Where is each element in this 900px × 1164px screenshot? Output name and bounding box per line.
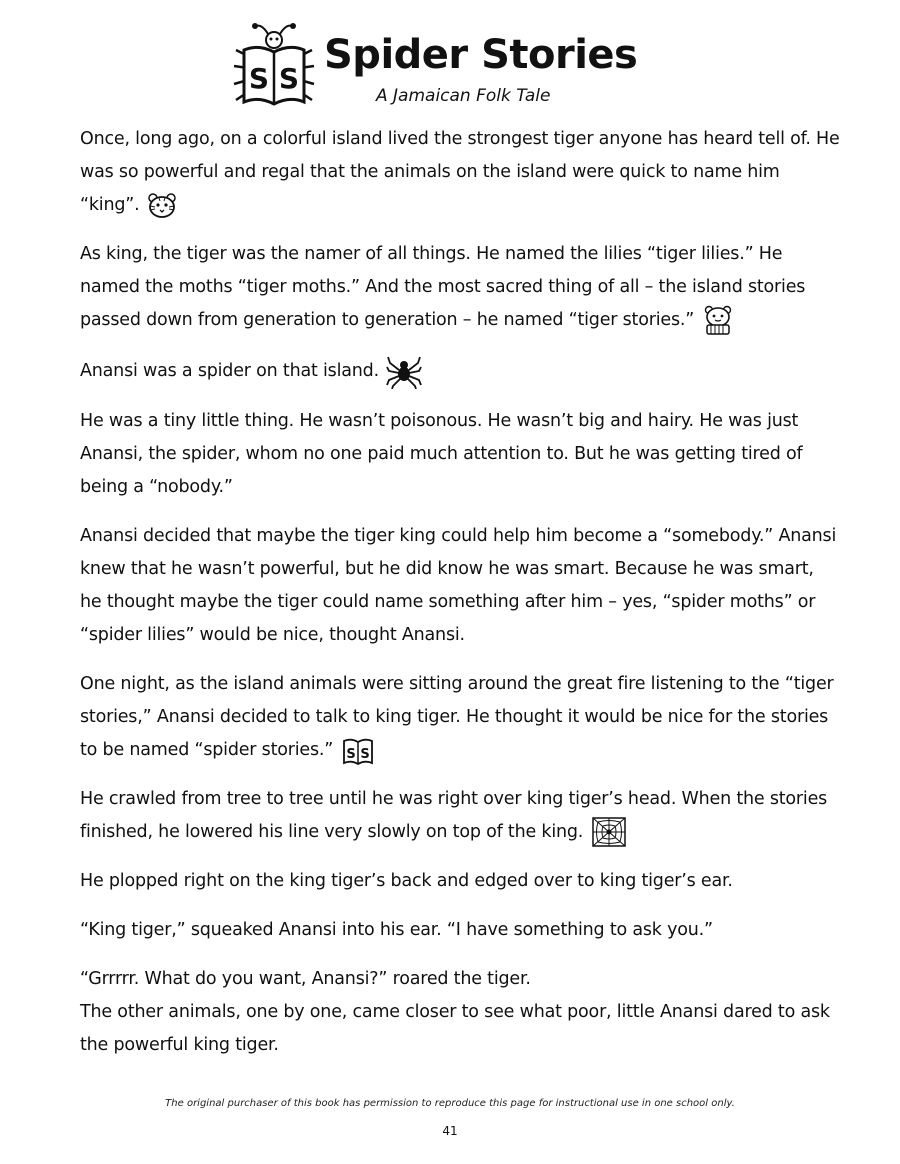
page-subtitle: A Jamaican Folk Tale: [376, 86, 551, 106]
paragraph-text: The other animals, one by one, came closer to see what poor, little Anansi dared to ask the powerful king tiger.: [80, 1002, 830, 1055]
spider-icon: [386, 353, 422, 389]
story-paragraph: [80, 914, 840, 947]
icon-letter-left: S: [345, 747, 356, 762]
paragraph-text: Anansi decided that maybe the tiger king could help him become a “somebody.” Anansi knew that he wasn’t powerful, but he did know he was smart. Because he was smart, he thought maybe the tiger could name something after him – yes, “spider moths” or “spider lilies” would be nice, thought Anansi.: [80, 526, 837, 645]
page-title: Spider Stories: [324, 32, 638, 78]
paragraph-text: As king, the tiger was the namer of all things. He named the lilies “tiger lilies.” He named the moths “tiger moths.” And the most sacred thing of all – the island stories passed down from generation to generation – he named “tiger stories.”: [80, 244, 806, 330]
story-body: [80, 123, 840, 1078]
paragraph-text: One night, as the island animals were sitting around the great fire listening to the “tiger stories,” Anansi decided to talk to king tiger. He thought it would be nice for the stories to be named “spider stories.”: [80, 674, 834, 760]
paragraph-text: He was a tiny little thing. He wasn’t poisonous. He wasn’t big and hairy. He was just Anansi, the spider, whom no one paid much attention to. But he was getting tired of being a “nobody.”: [80, 411, 803, 497]
tiger-storyteller-icon: [701, 304, 735, 336]
icon-letter-right: S: [359, 747, 370, 762]
story-paragraph: [80, 123, 840, 222]
story-paragraph: [80, 520, 840, 652]
paragraph-text: “King tiger,” squeaked Anansi into his ear. “I have something to ask you.”: [80, 920, 713, 940]
spider-stories-book-icon: [228, 20, 320, 108]
story-paragraph: [80, 963, 840, 996]
story-paragraph: [80, 668, 840, 767]
story-paragraph: [80, 353, 840, 389]
paragraph-text: He plopped right on the king tiger’s back and edged over to king tiger’s ear.: [80, 871, 733, 891]
logo-letter-left: S: [248, 62, 270, 95]
paragraph-text: “Grrrrr. What do you want, Anansi?” roared the tiger.: [80, 969, 531, 989]
paragraph-text: Anansi was a spider on that island.: [80, 361, 379, 381]
spider-stories-book-icon: [341, 735, 375, 765]
copyright-note: The original purchaser of this book has permission to reproduce this page for instructional use in one school only.: [165, 1098, 735, 1109]
logo-letter-right: S: [278, 62, 300, 95]
paragraph-text: He crawled from tree to tree until he was right over king tiger’s head. When the stories finished, he lowered his line very slowly on top of the king.: [80, 789, 828, 842]
paragraph-text: Once, long ago, on a colorful island lived the strongest tiger anyone has heard tell of. He was so powerful and regal that the animals on the island were quick to name him “king”.: [80, 129, 840, 215]
tiger-face-icon: [147, 192, 177, 218]
page-number: 41: [442, 1124, 458, 1138]
story-paragraph: [80, 238, 840, 337]
story-paragraph: [80, 405, 840, 504]
page-header: [228, 20, 668, 115]
spider-web-icon: [591, 816, 627, 848]
story-paragraph: [80, 865, 840, 898]
story-paragraph: [80, 783, 840, 849]
story-paragraph: [80, 996, 840, 1062]
